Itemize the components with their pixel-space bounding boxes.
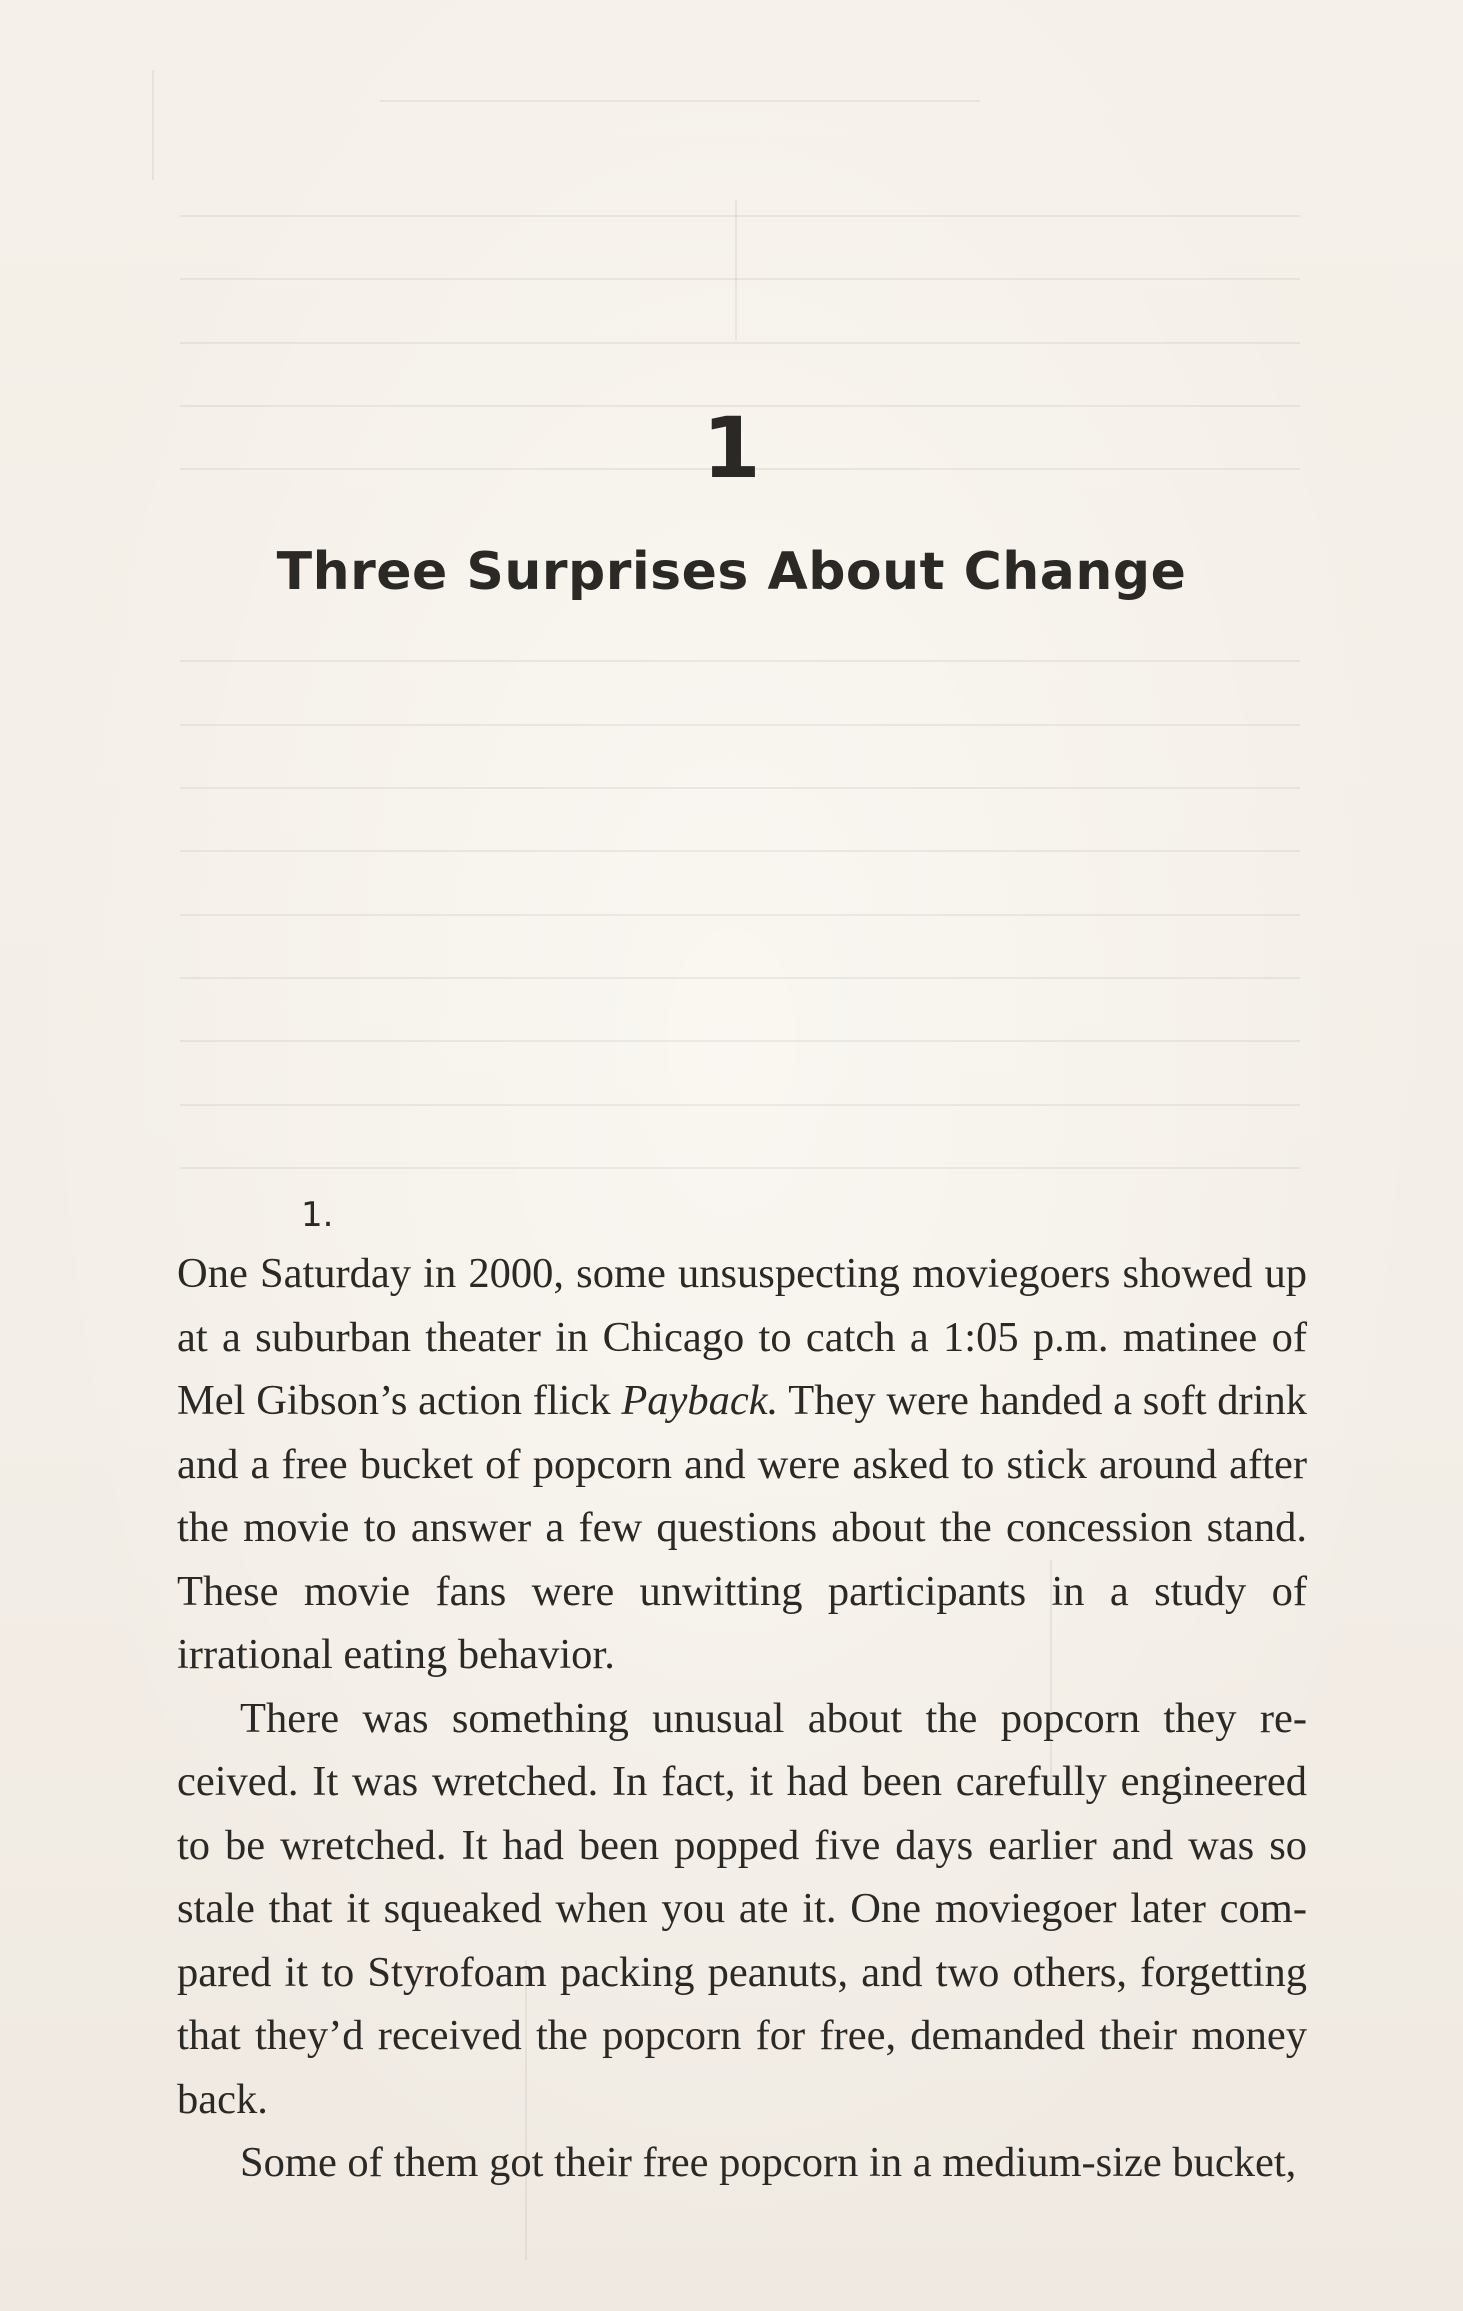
show-through-mark [180,215,1300,217]
show-through-mark [180,787,1300,789]
chapter-title: Three Surprises About Change [276,542,1187,602]
show-through-mark [380,100,980,102]
chapter-number: 1 [702,399,761,497]
show-through-mark [180,977,1300,979]
film-title: Payback. [621,1377,779,1424]
show-through-mark [180,342,1300,344]
show-through-mark [180,1167,1300,1169]
paragraph-3: Some of them got their free popcorn in a medium-size bucket, [240,2139,1297,2186]
body-text [177,1242,1307,2195]
section-number: 1. [301,1195,334,1235]
paragraph-1-text-end: They were handed a soft drink and a free bucket of popcorn and were asked to stick around after the movie to answer a few questions about the concession stand. These movie fans were unwitting participants in a study of irrational eating behavior. [177,1377,1307,1678]
show-through-mark [152,70,154,180]
show-through-mark [180,278,1300,280]
show-through-mark [180,1040,1300,1042]
paragraph-2: There was something unusual about the popcorn they received. It was wretched. In fact, it had been carefully engineered to be wretched. It had been popped five days earlier and was so stale that it squeaked when you ate it. One moviegoer later compared it to Styrofoam packing peanuts, and two others, forgetting that they’d received the popcorn for free, demanded their money back. [177,1694,1307,2123]
show-through-mark [180,1104,1300,1106]
paragraph-1 [177,1242,1307,1687]
show-through-mark [180,660,1300,662]
show-through-mark [180,850,1300,852]
show-through-mark [180,724,1300,726]
paragraph-1-text-start: One Saturday in 2000, some unsuspecting moviegoers showed up at a suburban theater in Chicago to catch a 1:05 p.m. matinee of Mel Gibson’s action flick [177,1250,1307,1424]
show-through-mark [180,914,1300,916]
show-through-mark [735,200,737,340]
